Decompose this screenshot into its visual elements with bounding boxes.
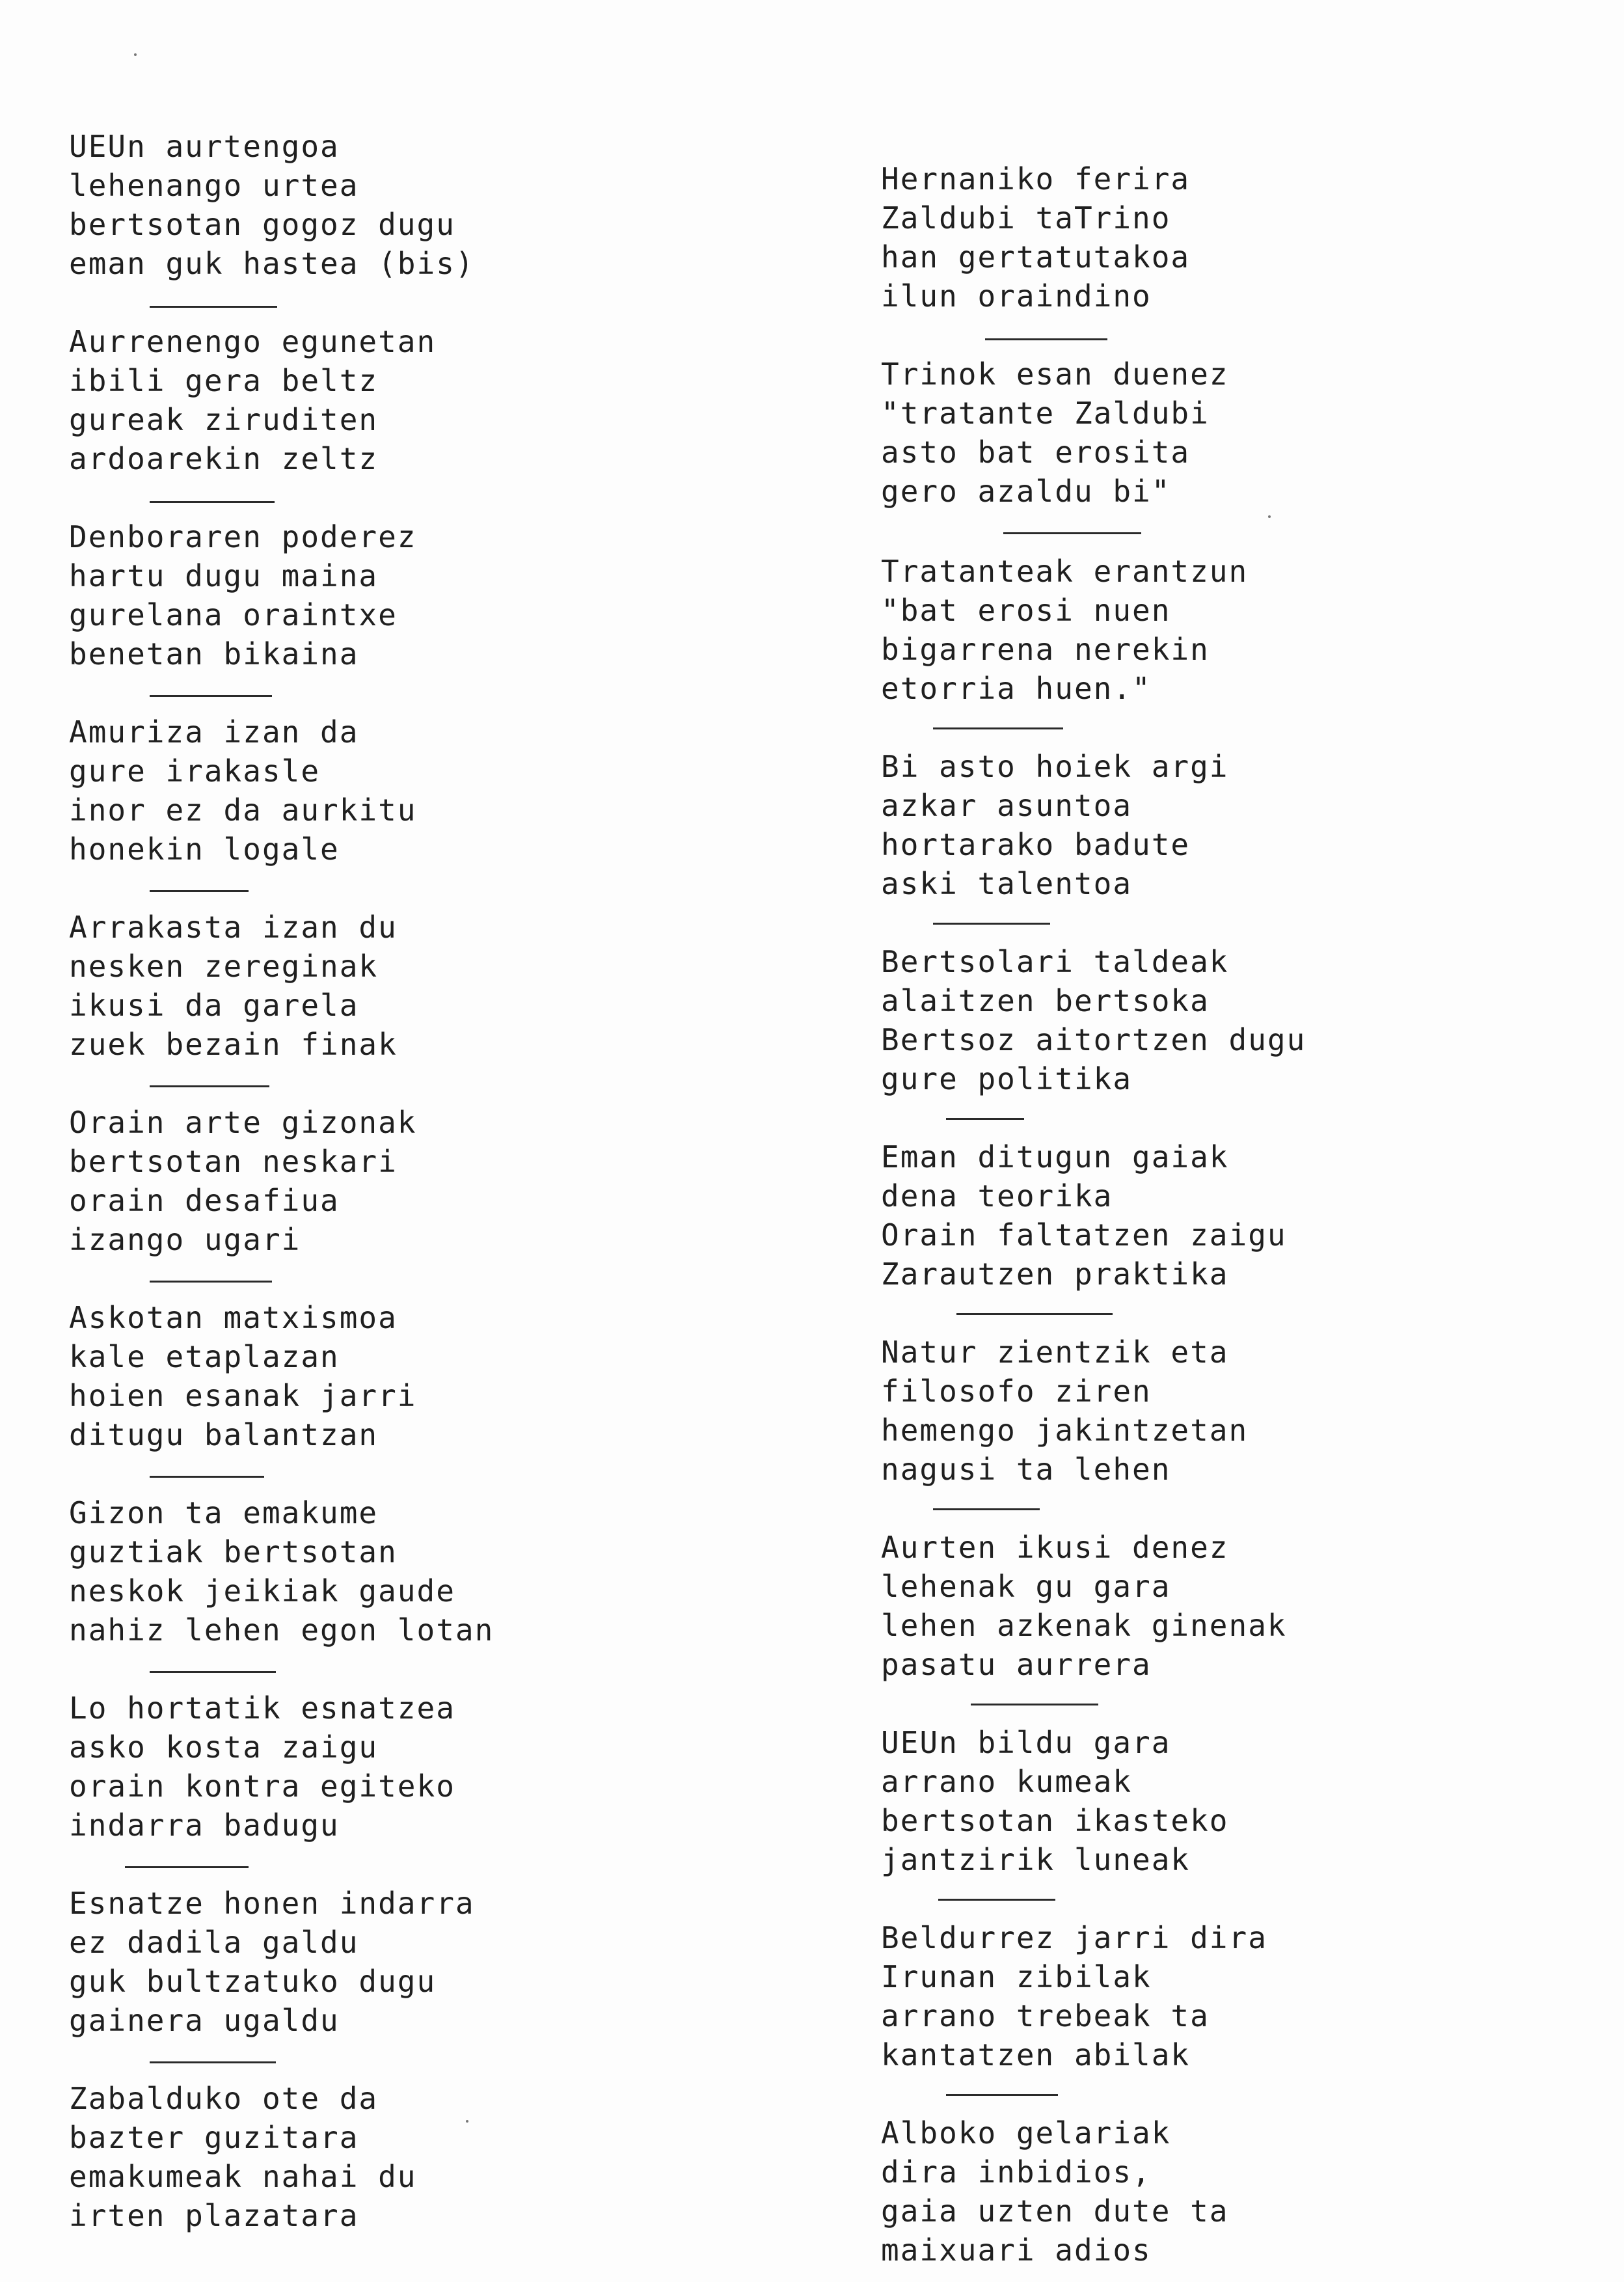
- left-stanza: [69, 908, 398, 1064]
- verse-line: inor ez da aurkitu: [69, 793, 417, 828]
- right-stanza: [881, 355, 1229, 511]
- right-stanza: [881, 1528, 1287, 1684]
- verse-line: "tratante Zaldubi: [881, 396, 1210, 431]
- verse-line: asto bat erosita: [881, 435, 1191, 470]
- verse-line: benetan bikaina: [69, 636, 359, 672]
- ink-speck: [134, 53, 137, 56]
- verse-line: Tratanteak erantzun: [881, 554, 1249, 589]
- verse-line: filosofo ziren: [881, 1374, 1152, 1409]
- verse-line: gurelana oraintxe: [69, 597, 398, 632]
- verse-line: nahiz lehen egon lotan: [69, 1612, 494, 1648]
- stanza-separator: [150, 890, 249, 892]
- verse-line: Natur zientzik eta: [881, 1335, 1229, 1370]
- verse-line: Arrakasta izan du: [69, 910, 398, 945]
- verse-line: hoien esanak jarri: [69, 1378, 417, 1413]
- verse-line: eman guk hastea (bis): [69, 246, 475, 281]
- verse-line: Aurten ikusi denez: [881, 1530, 1229, 1565]
- verse-line: ikusi da garela: [69, 988, 359, 1023]
- verse-line: hortarako badute: [881, 827, 1191, 862]
- right-stanza: [881, 1333, 1248, 1489]
- verse-line: ditugu balantzan: [69, 1417, 379, 1452]
- right-stanza: [881, 1918, 1267, 2074]
- verse-line: Bertsolari taldeak: [881, 944, 1229, 979]
- verse-line: Askotan matxismoa: [69, 1300, 398, 1335]
- verse-line: Zarautzen praktika: [881, 1256, 1229, 1292]
- verse-line: gure politika: [881, 1061, 1133, 1096]
- stanza-separator: [956, 1313, 1113, 1315]
- verse-line: "bat erosi nuen: [881, 593, 1171, 628]
- verse-line: gaia uzten dute ta: [881, 2194, 1229, 2229]
- stanza-separator: [125, 1866, 249, 1868]
- verse-line: guk bultzatuko dugu: [69, 1964, 437, 1999]
- verse-line: Hernaniko ferira: [881, 161, 1191, 197]
- left-stanza: [69, 1689, 455, 1845]
- stanza-separator: [150, 2061, 276, 2063]
- verse-line: UEUn aurtengoa: [69, 129, 340, 164]
- verse-line: arrano kumeak: [881, 1764, 1133, 1799]
- stanza-separator: [933, 923, 1050, 925]
- ink-speck: [1268, 515, 1271, 518]
- stanza-separator: [150, 1476, 264, 1478]
- verse-line: Gizon ta emakume: [69, 1495, 379, 1530]
- verse-line: lehenak gu gara: [881, 1569, 1171, 1604]
- verse-line: bertsotan neskari: [69, 1144, 398, 1179]
- verse-line: Lo hortatik esnatzea: [69, 1691, 455, 1726]
- verse-line: ez dadila galdu: [69, 1925, 359, 1960]
- verse-line: Trinok esan duenez: [881, 357, 1229, 392]
- verse-line: ilun oraindino: [881, 278, 1152, 314]
- verse-line: kale etaplazan: [69, 1339, 340, 1374]
- verse-line: han gertatutakoa: [881, 239, 1191, 275]
- verse-line: bertsotan gogoz dugu: [69, 207, 455, 242]
- verse-line: maixuari adios: [881, 2233, 1152, 2268]
- verse-line: nagusi ta lehen: [881, 1452, 1171, 1487]
- verse-line: honekin logale: [69, 832, 340, 867]
- right-stanza: [881, 1723, 1229, 1879]
- stanza-separator: [150, 1085, 269, 1087]
- verse-line: Bi asto hoiek argi: [881, 749, 1229, 784]
- left-stanza: [69, 1884, 475, 2040]
- verse-line: kantatzen abilak: [881, 2037, 1191, 2072]
- right-stanza: [881, 942, 1306, 1098]
- right-stanza: [881, 747, 1229, 903]
- verse-line: ibili gera beltz: [69, 363, 379, 398]
- verse-line: Zabalduko ote da: [69, 2081, 379, 2116]
- right-stanza: [881, 2113, 1229, 2270]
- ink-speck: [466, 2120, 468, 2123]
- verse-line: Orain faltatzen zaigu: [881, 1217, 1287, 1253]
- stanza-separator: [985, 338, 1107, 340]
- left-stanza: [69, 517, 417, 673]
- verse-line: izango ugari: [69, 1222, 301, 1257]
- verse-line: hartu dugu maina: [69, 558, 379, 593]
- verse-line: azkar asuntoa: [881, 788, 1133, 823]
- verse-line: dira inbidios,: [881, 2154, 1152, 2190]
- verse-line: Alboko gelariak: [881, 2115, 1171, 2151]
- stanza-separator: [946, 1118, 1024, 1120]
- left-stanza: [69, 713, 417, 869]
- verse-line: Irunan zibilak: [881, 1959, 1152, 1994]
- verse-line: gero azaldu bi": [881, 474, 1171, 509]
- stanza-separator: [971, 1704, 1098, 1705]
- stanza-separator: [150, 306, 277, 308]
- verse-line: hemengo jakintzetan: [881, 1413, 1249, 1448]
- verse-line: bigarrena nerekin: [881, 632, 1210, 667]
- verse-line: orain kontra egiteko: [69, 1769, 455, 1804]
- verse-line: nesken zereginak: [69, 949, 379, 984]
- stanza-separator: [150, 695, 272, 697]
- verse-line: jantzirik luneak: [881, 1842, 1191, 1877]
- left-stanza: [69, 1103, 417, 1259]
- left-stanza: [69, 2079, 417, 2235]
- verse-line: gainera ugaldu: [69, 2003, 340, 2038]
- verse-line: arrano trebeak ta: [881, 1998, 1210, 2033]
- verse-line: alaitzen bertsoka: [881, 983, 1210, 1018]
- verse-line: Beldurrez jarri dira: [881, 1920, 1267, 1955]
- verse-line: Esnatze honen indarra: [69, 1886, 475, 1921]
- verse-line: aski talentoa: [881, 866, 1133, 901]
- verse-line: Amuriza izan da: [69, 714, 359, 750]
- verse-line: lehen azkenak ginenak: [881, 1608, 1287, 1643]
- verse-line: orain desafiua: [69, 1183, 340, 1218]
- verse-line: Eman ditugun gaiak: [881, 1139, 1229, 1175]
- verse-line: Zaldubi taTrino: [881, 200, 1171, 236]
- right-stanza: [881, 1137, 1287, 1294]
- stanza-separator: [938, 1899, 1055, 1901]
- verse-line: dena teorika: [881, 1178, 1113, 1214]
- left-stanza: [69, 1493, 494, 1650]
- stanza-separator: [933, 1508, 1040, 1510]
- left-stanza: [69, 127, 475, 283]
- verse-line: pasatu aurrera: [881, 1647, 1152, 1682]
- stanza-separator: [946, 2094, 1058, 2096]
- stanza-separator: [150, 501, 275, 503]
- stanza-separator: [1003, 532, 1141, 534]
- stanza-separator: [150, 1281, 272, 1283]
- verse-line: neskok jeikiak gaude: [69, 1573, 455, 1609]
- left-stanza: [69, 322, 436, 478]
- right-stanza: [881, 159, 1190, 316]
- verse-line: Orain arte gizonak: [69, 1105, 417, 1140]
- verse-line: gureak ziruditen: [69, 402, 379, 437]
- verse-line: irten plazatara: [69, 2198, 359, 2233]
- verse-line: guztiak bertsotan: [69, 1534, 398, 1569]
- verse-line: Denboraren poderez: [69, 519, 417, 554]
- left-stanza: [69, 1298, 417, 1454]
- verse-line: bazter guzitara: [69, 2120, 359, 2155]
- verse-line: emakumeak nahai du: [69, 2159, 417, 2194]
- verse-line: zuek bezain finak: [69, 1027, 398, 1062]
- verse-line: bertsotan ikasteko: [881, 1803, 1229, 1838]
- verse-line: Bertsoz aitortzen dugu: [881, 1022, 1306, 1057]
- verse-line: etorria huen.": [881, 671, 1152, 706]
- verse-line: ardoarekin zeltz: [69, 441, 379, 476]
- verse-line: gure irakasle: [69, 754, 321, 789]
- verse-line: Aurrenengo egunetan: [69, 324, 437, 359]
- right-stanza: [881, 552, 1248, 708]
- verse-line: UEUn bildu gara: [881, 1725, 1171, 1760]
- verse-line: indarra badugu: [69, 1808, 340, 1843]
- verse-line: lehenango urtea: [69, 168, 359, 203]
- stanza-separator: [150, 1671, 276, 1673]
- stanza-separator: [933, 727, 1063, 729]
- verse-line: asko kosta zaigu: [69, 1730, 379, 1765]
